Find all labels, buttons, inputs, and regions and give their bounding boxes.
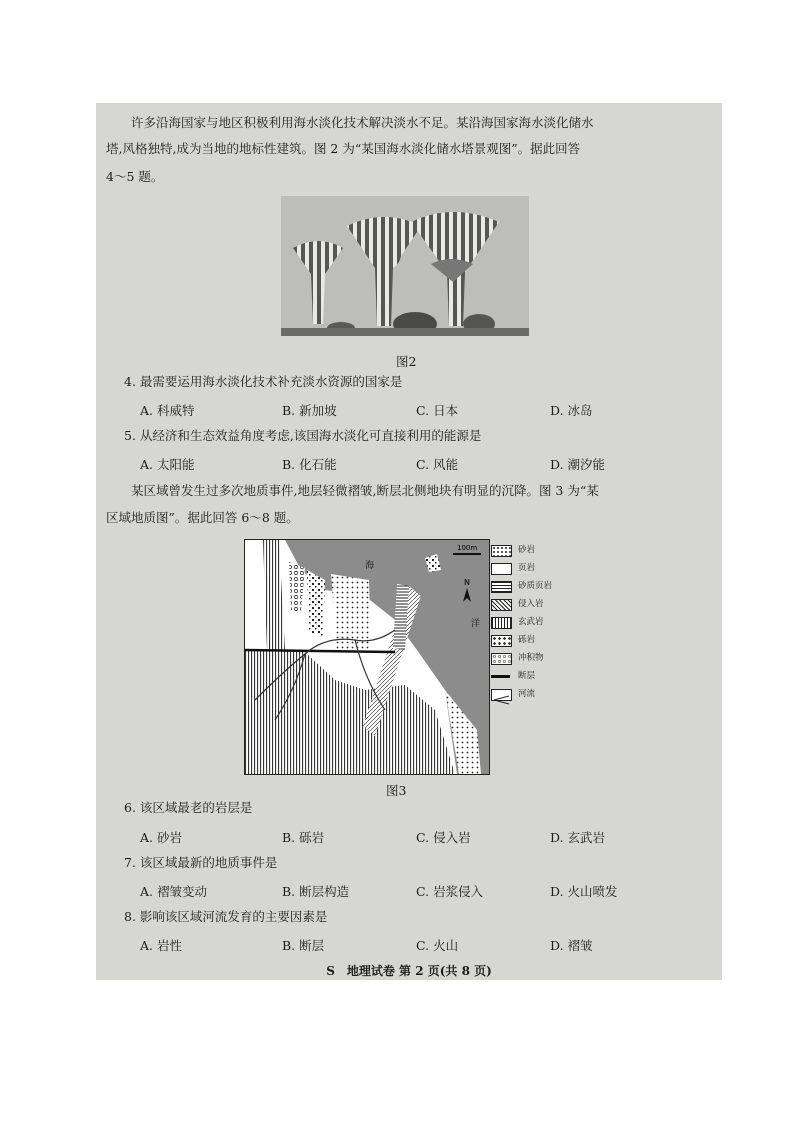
q6-option-b: B. 砾岩 [282,830,325,845]
q7-option-d: D. 火山喷发 [550,884,618,899]
q5-option-b: B. 化石能 [282,457,337,472]
water-tower-photo [281,196,529,336]
q4-option-b: B. 新加坡 [282,403,337,418]
q7-option-a: A. 褶皱变动 [140,884,207,899]
q5-stem: 5. 从经济和生态效益角度考虑,该国海水淡化可直接利用的能源是 [124,428,482,443]
alluvium-swatch [491,653,512,665]
q7-option-c: C. 岩浆侵入 [416,884,484,899]
north-label: N [464,578,470,587]
exam-page: 许多沿海国家与地区积极利用海水淡化技术解决淡水不足。某沿海国家海水淡化储水 塔,风格独特,成为当地的地标性建筑。图 2 为“某国海水淡化储水塔景观图”。据此回答 4～5 题。 图2 4. 最需要运用海水淡化技术补充淡水资源的国家是 A. 科威特 B. 新加坡 C. 日本 D. 冰岛 5. 从经济和生态效益角度考虑,该国海水淡化可直接利用的能源是 A. 太阳能 B. 化石能 C. 风能 D. 潮汐能 某区域曾发生过多次地质事件,地层轻微褶皱,断层北侧地块有明显的沉降。图 3 为“某 区域地质图”。据此回答 6～8 题。 100m N 海 洋 砂岩 页岩 砂质页岩 侵入岩 玄武岩 砾岩 冲积物 断层 河流 图3 6. 该区域最老的岩层是 A. 砂岩 B. 砾岩 C. 侵入岩 D. 玄武岩 7. 该区域最新的地质事件是 A. 褶皱变动 B. 断层构造 C. 岩浆侵入 D. 火山喷发 8. 影响该区域河流发育的主要因素是 A. 岩性 B. 断层 C. 火山 D. 褶皱 S 地理试卷 第 2 页(共 8 页) [96,103,722,980]
q7-option-b: B. 断层构造 [282,884,350,899]
intro2-line-1: 某区域曾发生过多次地质事件,地层轻微褶皱,断层北侧地块有明显的沉降。图 3 为“某 [131,483,599,498]
river-icon [492,695,511,705]
intro-line-1: 许多沿海国家与地区积极利用海水淡化技术解决淡水不足。某沿海国家海水淡化储水 [131,115,594,130]
q6-option-d: D. 玄武岩 [550,830,606,845]
sea-label-2: 洋 [471,619,481,629]
intrusive-swatch [491,599,512,611]
q5-option-a: A. 太阳能 [140,457,195,472]
q4-option-c: C. 日本 [416,403,459,418]
intro2-line-2: 区域地质图”。据此回答 6～8 题。 [106,510,299,525]
sea-label-1: 海 [365,561,375,571]
scale-label: 100m [457,544,478,552]
water-tower-illustration [281,196,529,336]
shale-swatch [491,563,512,575]
page-footer: S 地理试卷 第 2 页(共 8 页) [326,964,492,978]
basalt-swatch [491,617,512,629]
q4-option-d: D. 冰岛 [550,403,593,418]
fault-swatch [491,671,510,681]
q8-option-b: B. 断层 [282,938,325,953]
q8-option-a: A. 岩性 [140,938,182,953]
figure3-caption: 图3 [386,783,407,798]
q8-option-d: D. 褶皱 [550,938,593,953]
q8-stem: 8. 影响该区域河流发育的主要因素是 [124,909,328,924]
q6-option-a: A. 砂岩 [140,830,182,845]
intro-line-3: 4～5 题。 [106,169,164,184]
sandy-shale-swatch [491,581,512,593]
geological-map-drawing [245,540,489,774]
geological-map [244,539,490,775]
intro-line-2: 塔,风格独特,成为当地的地标性建筑。图 2 为“某国海水淡化储水塔景观图”。据此回答 [106,141,581,156]
q5-option-c: C. 风能 [416,457,459,472]
q4-stem: 4. 最需要运用海水淡化技术补充淡水资源的国家是 [124,374,403,389]
q4-option-a: A. 科威特 [140,403,195,418]
conglomerate-swatch [491,635,512,647]
river-swatch [491,689,512,701]
q6-stem: 6. 该区域最老的岩层是 [124,800,253,815]
q5-option-d: D. 潮汐能 [550,457,606,472]
figure2-caption: 图2 [396,354,417,369]
q6-option-c: C. 侵入岩 [416,830,471,845]
q8-option-c: C. 火山 [416,938,459,953]
sandstone-swatch [491,545,512,557]
q7-stem: 7. 该区域最新的地质事件是 [124,855,278,870]
